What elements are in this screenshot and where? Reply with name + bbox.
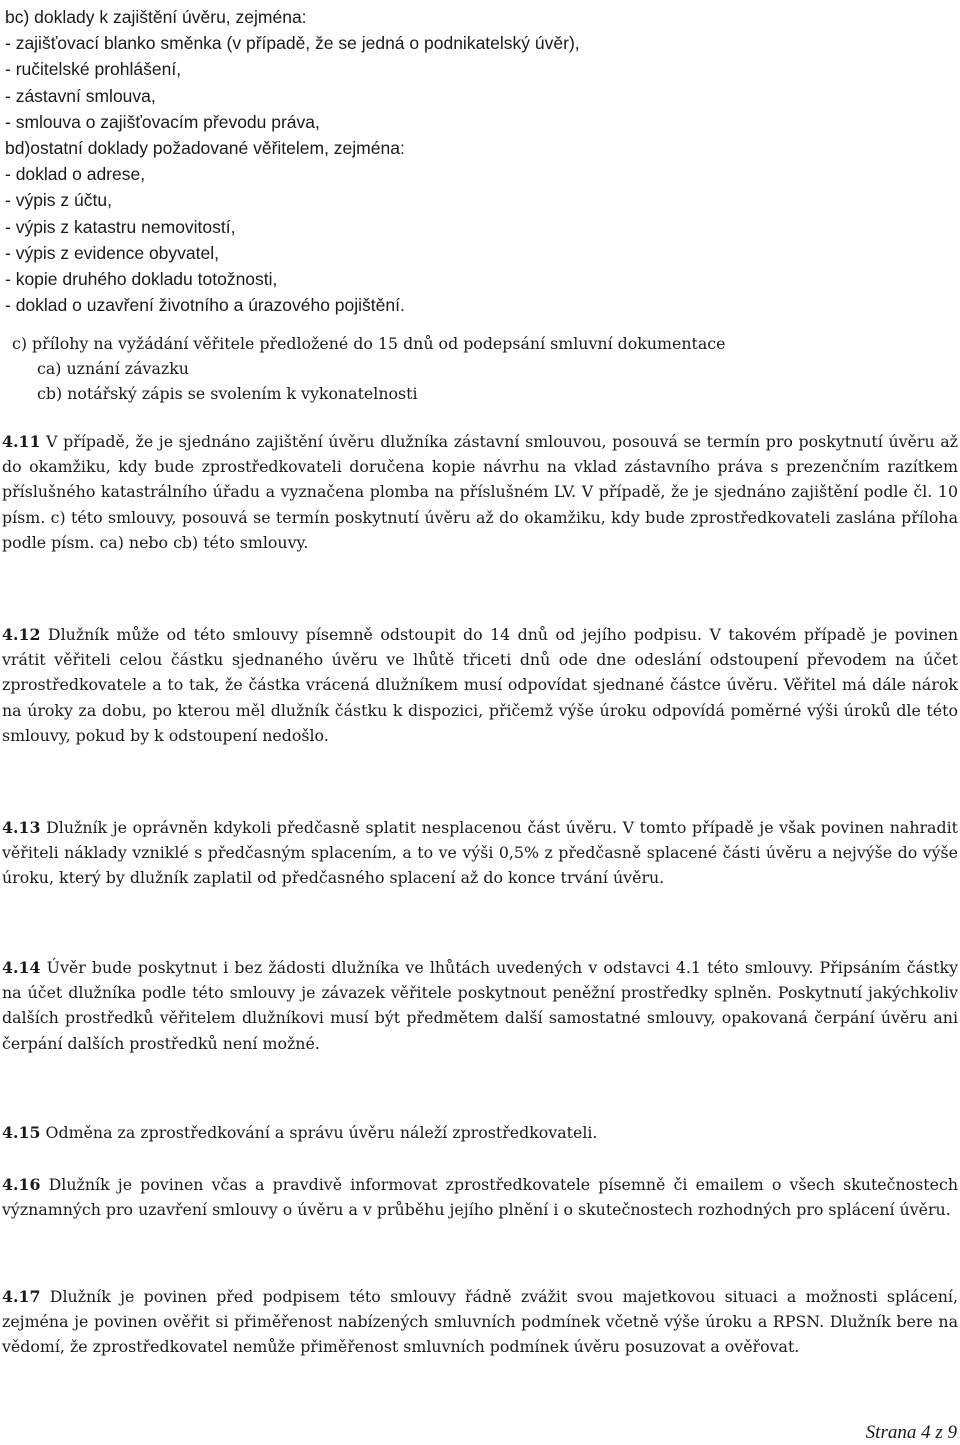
section-number: 4.16 (2, 1175, 41, 1194)
section-text: Dlužník je povinen včas a pravdivě informovat zprostředkovatele písemně či emailem o všech skutečnostech významných pro uzavření smlouvy o úvěru a v průběhu jejího plnění i o skutečnostech rozhodných pro splácení úvěru. (2, 1175, 958, 1220)
list-item: cb) notářský zápis se svolením k vykonatelnosti (37, 384, 418, 404)
section-number: 4.14 (2, 958, 41, 977)
collateral-documents-list (5, 4, 945, 318)
section-4-12 (2, 622, 958, 748)
section-text: Dlužník je povinen před podpisem této smlouvy řádně zvážit svou majetkovou situaci a možnosti splácení, zejména je povinen ověřit si přiměřenost nabízených smluvních podmínek včetně výše úroku a RPSN. Dlužník bere na vědomí, že zprostředkovatel nemůže přiměřenost smluvních podmínek úvěru posuzovat a ověřovat. (2, 1287, 958, 1357)
list-item: bd)ostatní doklady požadované věřitelem, zejména: (5, 138, 405, 159)
section-number: 4.17 (2, 1287, 41, 1306)
attachments-heading: c) přílohy na vyžádání věřitele předložené do 15 dnů od podepsání smluvní dokumentace (12, 334, 726, 353)
list-item: - doklad o uzavření životního a úrazového pojištění. (5, 295, 405, 316)
section-text: V případě, že je sjednáno zajištění úvěru dlužníka zástavní smlouvou, posouvá se termín pro poskytnutí úvěru až do okamžiku, kdy bude zprostředkovateli doručena kopie návrhu na vklad zástavního práva s prezenčním razítkem příslušného katastrálního úřadu a vyznačena plomba na příslušném LV. V případě, že je sjednáno zajištění podle čl. 10 písm. c) této smlouvy, posouvá se termín poskytnutí úvěru až do okamžiku, kdy bude zprostředkovateli zaslána příloha podle písm. ca) nebo cb) této smlouvy. (2, 432, 958, 552)
section-text: Dlužník je oprávněn kdykoli předčasně splatit nesplacenou část úvěru. V tomto případě je však povinen nahradit věřiteli náklady vzniklé s předčasným splacením, a to ve výši 0,5% z předčasně splacené části úvěru a nejvýše do výše úroku, který by dlužník zaplatil od předčasného splacení až do konce trvání úvěru. (2, 818, 958, 888)
list-item: - výpis z evidence obyvatel, (5, 242, 219, 263)
list-item: ca) uznání závazku (37, 359, 189, 379)
attachments-on-request (12, 331, 942, 407)
list-item: - výpis z účtu, (5, 190, 112, 211)
page-number: Strana 4 z 9 (865, 1422, 957, 1443)
section-4-15 (2, 1120, 958, 1145)
section-4-11 (2, 429, 958, 555)
section-4-13 (2, 815, 958, 891)
section-number: 4.12 (2, 625, 41, 644)
section-number: 4.13 (2, 818, 41, 837)
section-text: Dlužník může od této smlouvy písemně odstoupit do 14 dnů od jejího podpisu. V takovém případě je povinen vrátit věřiteli celou částku sjednaného úvěru ve lhůtě třiceti dnů ode dne odeslání odstoupení převodem na účet zprostředkovatele a to tak, že částka vrácená dlužníkem musí odpovídat sjednané částce úvěru. Věřitel má dále nárok na úroky za dobu, po kterou měl dlužník částku k dispozici, přičemž výše úroku odpovídá poměrné výši úroků dle této smlouvy, pokud by k odstoupení nedošlo. (2, 625, 958, 745)
section-4-16 (2, 1172, 958, 1222)
list-item: - ručitelské prohlášení, (5, 59, 182, 80)
section-4-14 (2, 955, 958, 1056)
section-number: 4.15 (2, 1123, 41, 1142)
section-4-17 (2, 1284, 958, 1360)
list-item: - zástavní smlouva, (5, 85, 156, 106)
section-text: Odměna za zprostředkování a správu úvěru náleží zprostředkovateli. (45, 1123, 598, 1142)
list-item: bc) doklady k zajištění úvěru, zejména: (5, 7, 307, 27)
list-item: - výpis z katastru nemovitostí, (5, 216, 236, 237)
list-item: - smlouva o zajišťovacím převodu práva, (5, 111, 320, 132)
list-item: - zajišťovací blanko směnka (v případě, že se jedná o podnikatelský úvěr), (5, 33, 580, 54)
section-number: 4.11 (2, 432, 41, 451)
section-text: Úvěr bude poskytnut i bez žádosti dlužníka ve lhůtách uvedených v odstavci 4.1 této smlouvy. Připsáním částky na účet dlužníka podle této smlouvy je závazek věřitele poskytnout peněžní prostředky splněn. Poskytnutí jakýchkoliv dalších prostředků věřitelem dlužníkovi musí být předmětem další samostatné smlouvy, opakovaná čerpání úvěru ani čerpání dalších prostředků není možné. (2, 958, 958, 1053)
list-item: - kopie druhého dokladu totožnosti, (5, 269, 278, 290)
list-item: - doklad o adrese, (5, 164, 146, 185)
